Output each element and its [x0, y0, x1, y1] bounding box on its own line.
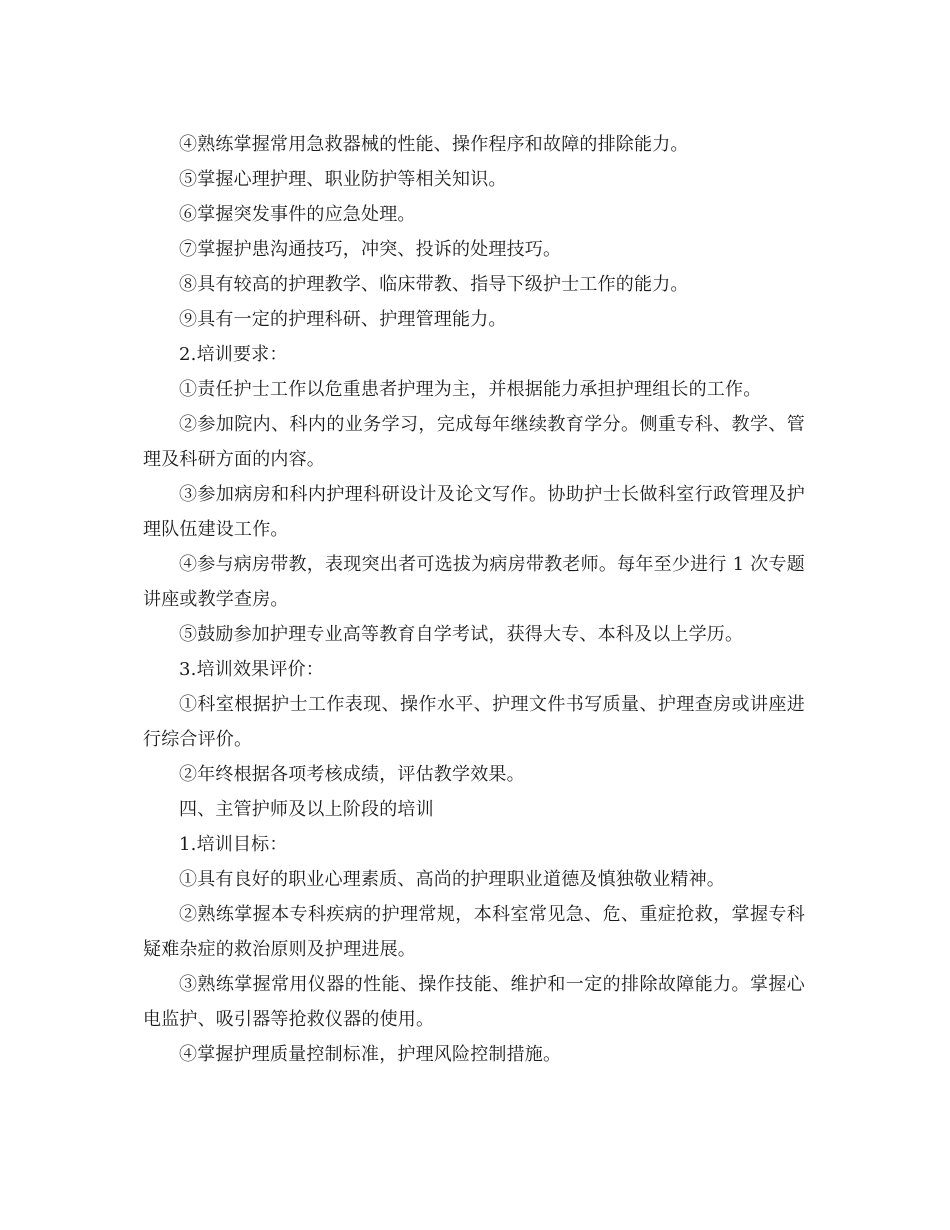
paragraph: ③参加病房和科内护理科研设计及论文写作。协助护士长做科室行政管理及护理队伍建设工作。: [143, 484, 805, 540]
paragraph: ④参与病房带教，表现突出者可选拔为病房带教老师。每年至少进行 1 次专题讲座或教学查房。: [143, 554, 805, 610]
paragraph: ①科室根据护士工作表现、操作水平、护理文件书写质量、护理查房或讲座进行综合评价。: [143, 694, 805, 750]
paragraph: ⑦掌握护患沟通技巧，冲突、投诉的处理技巧。: [179, 239, 562, 260]
paragraph: ⑤掌握心理护理、职业防护等相关知识。: [179, 169, 507, 190]
section-heading: 1.培训目标：: [179, 834, 288, 855]
paragraph: ⑧具有较高的护理教学、临床带教、指导下级护士工作的能力。: [179, 274, 689, 295]
paragraph: ⑥掌握突发事件的应急处理。: [179, 204, 416, 225]
paragraph: ④熟练掌握常用急救器械的性能、操作程序和故障的排除能力。: [179, 134, 689, 155]
paragraph: ⑨具有一定的护理科研、护理管理能力。: [179, 309, 507, 330]
paragraph: ②熟练掌握本专科疾病的护理常规，本科室常见急、危、重症抢救，掌握专科疑难杂症的救治原则及护理进展。: [143, 904, 805, 960]
section-heading: 3.培训效果评价：: [179, 659, 324, 680]
paragraph: ②年终根据各项考核成绩，评估教学效果。: [179, 764, 525, 785]
chapter-heading: 四、主管护师及以上阶段的培训: [179, 799, 434, 820]
paragraph: ⑤鼓励参加护理专业高等教育自学考试，获得大专、本科及以上学历。: [179, 624, 744, 645]
paragraph: ①责任护士工作以危重患者护理为主，并根据能力承担护理组长的工作。: [179, 379, 762, 400]
document-body: [143, 127, 805, 1072]
paragraph: ②参加院内、科内的业务学习，完成每年继续教育学分。侧重专科、教学、管理及科研方面的内容。: [143, 414, 805, 470]
section-heading: 2.培训要求：: [179, 344, 288, 365]
paragraph: ①具有良好的职业心理素质、高尚的护理职业道德及慎独敬业精神。: [179, 869, 725, 890]
paragraph: ③熟练掌握常用仪器的性能、操作技能、维护和一定的排除故障能力。掌握心电监护、吸引器等抢救仪器的使用。: [143, 974, 805, 1030]
paragraph: ④掌握护理质量控制标准，护理风险控制措施。: [179, 1044, 562, 1065]
